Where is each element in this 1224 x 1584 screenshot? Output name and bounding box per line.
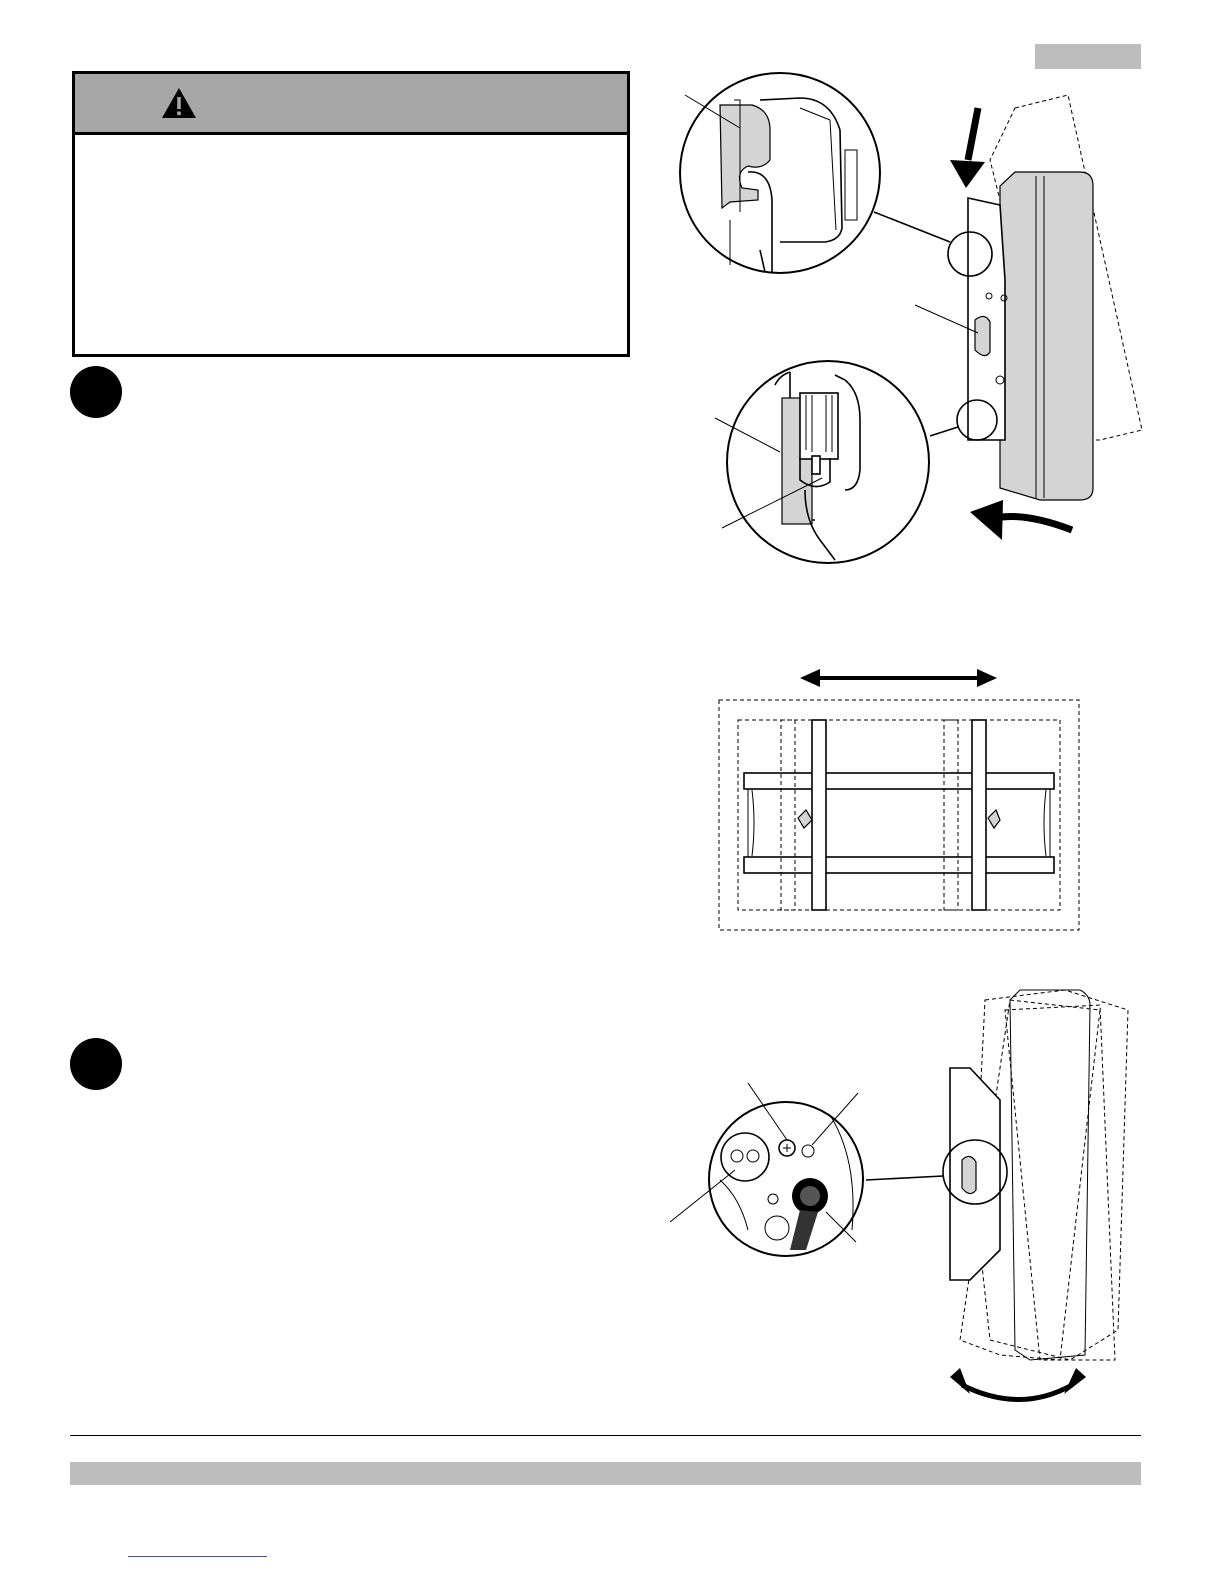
- wall-plate-icon: [744, 720, 1054, 910]
- step-circle-icon: [70, 1038, 122, 1090]
- hook-detail-icon: [680, 73, 880, 273]
- hang-detail-figure: [660, 60, 1140, 580]
- latch-detail-icon: [727, 361, 929, 563]
- tilt-handle: [962, 1156, 976, 1193]
- footer-link-underline[interactable]: [128, 1556, 267, 1557]
- slide-detail-figure: [700, 660, 1090, 940]
- rotate-arrow-icon: [970, 500, 1072, 540]
- tilt-handle: [975, 316, 990, 355]
- screw-detail-icon: [709, 1102, 863, 1256]
- warning-header: [75, 74, 627, 135]
- tv-body: [1000, 172, 1093, 500]
- footer-band: [70, 1462, 1141, 1485]
- warning-box: [72, 71, 630, 357]
- step-circle-icon: [70, 366, 122, 418]
- horizontal-double-arrow-icon: [800, 669, 997, 687]
- tv-body-tilt: [1010, 990, 1090, 1360]
- down-arrow-icon: [950, 108, 985, 188]
- warning-triangle-icon: [161, 87, 197, 119]
- footer-rule: [70, 1435, 1141, 1436]
- tilt-arc-arrow-icon: [950, 1368, 1086, 1400]
- tilt-detail-figure: [665, 990, 1145, 1410]
